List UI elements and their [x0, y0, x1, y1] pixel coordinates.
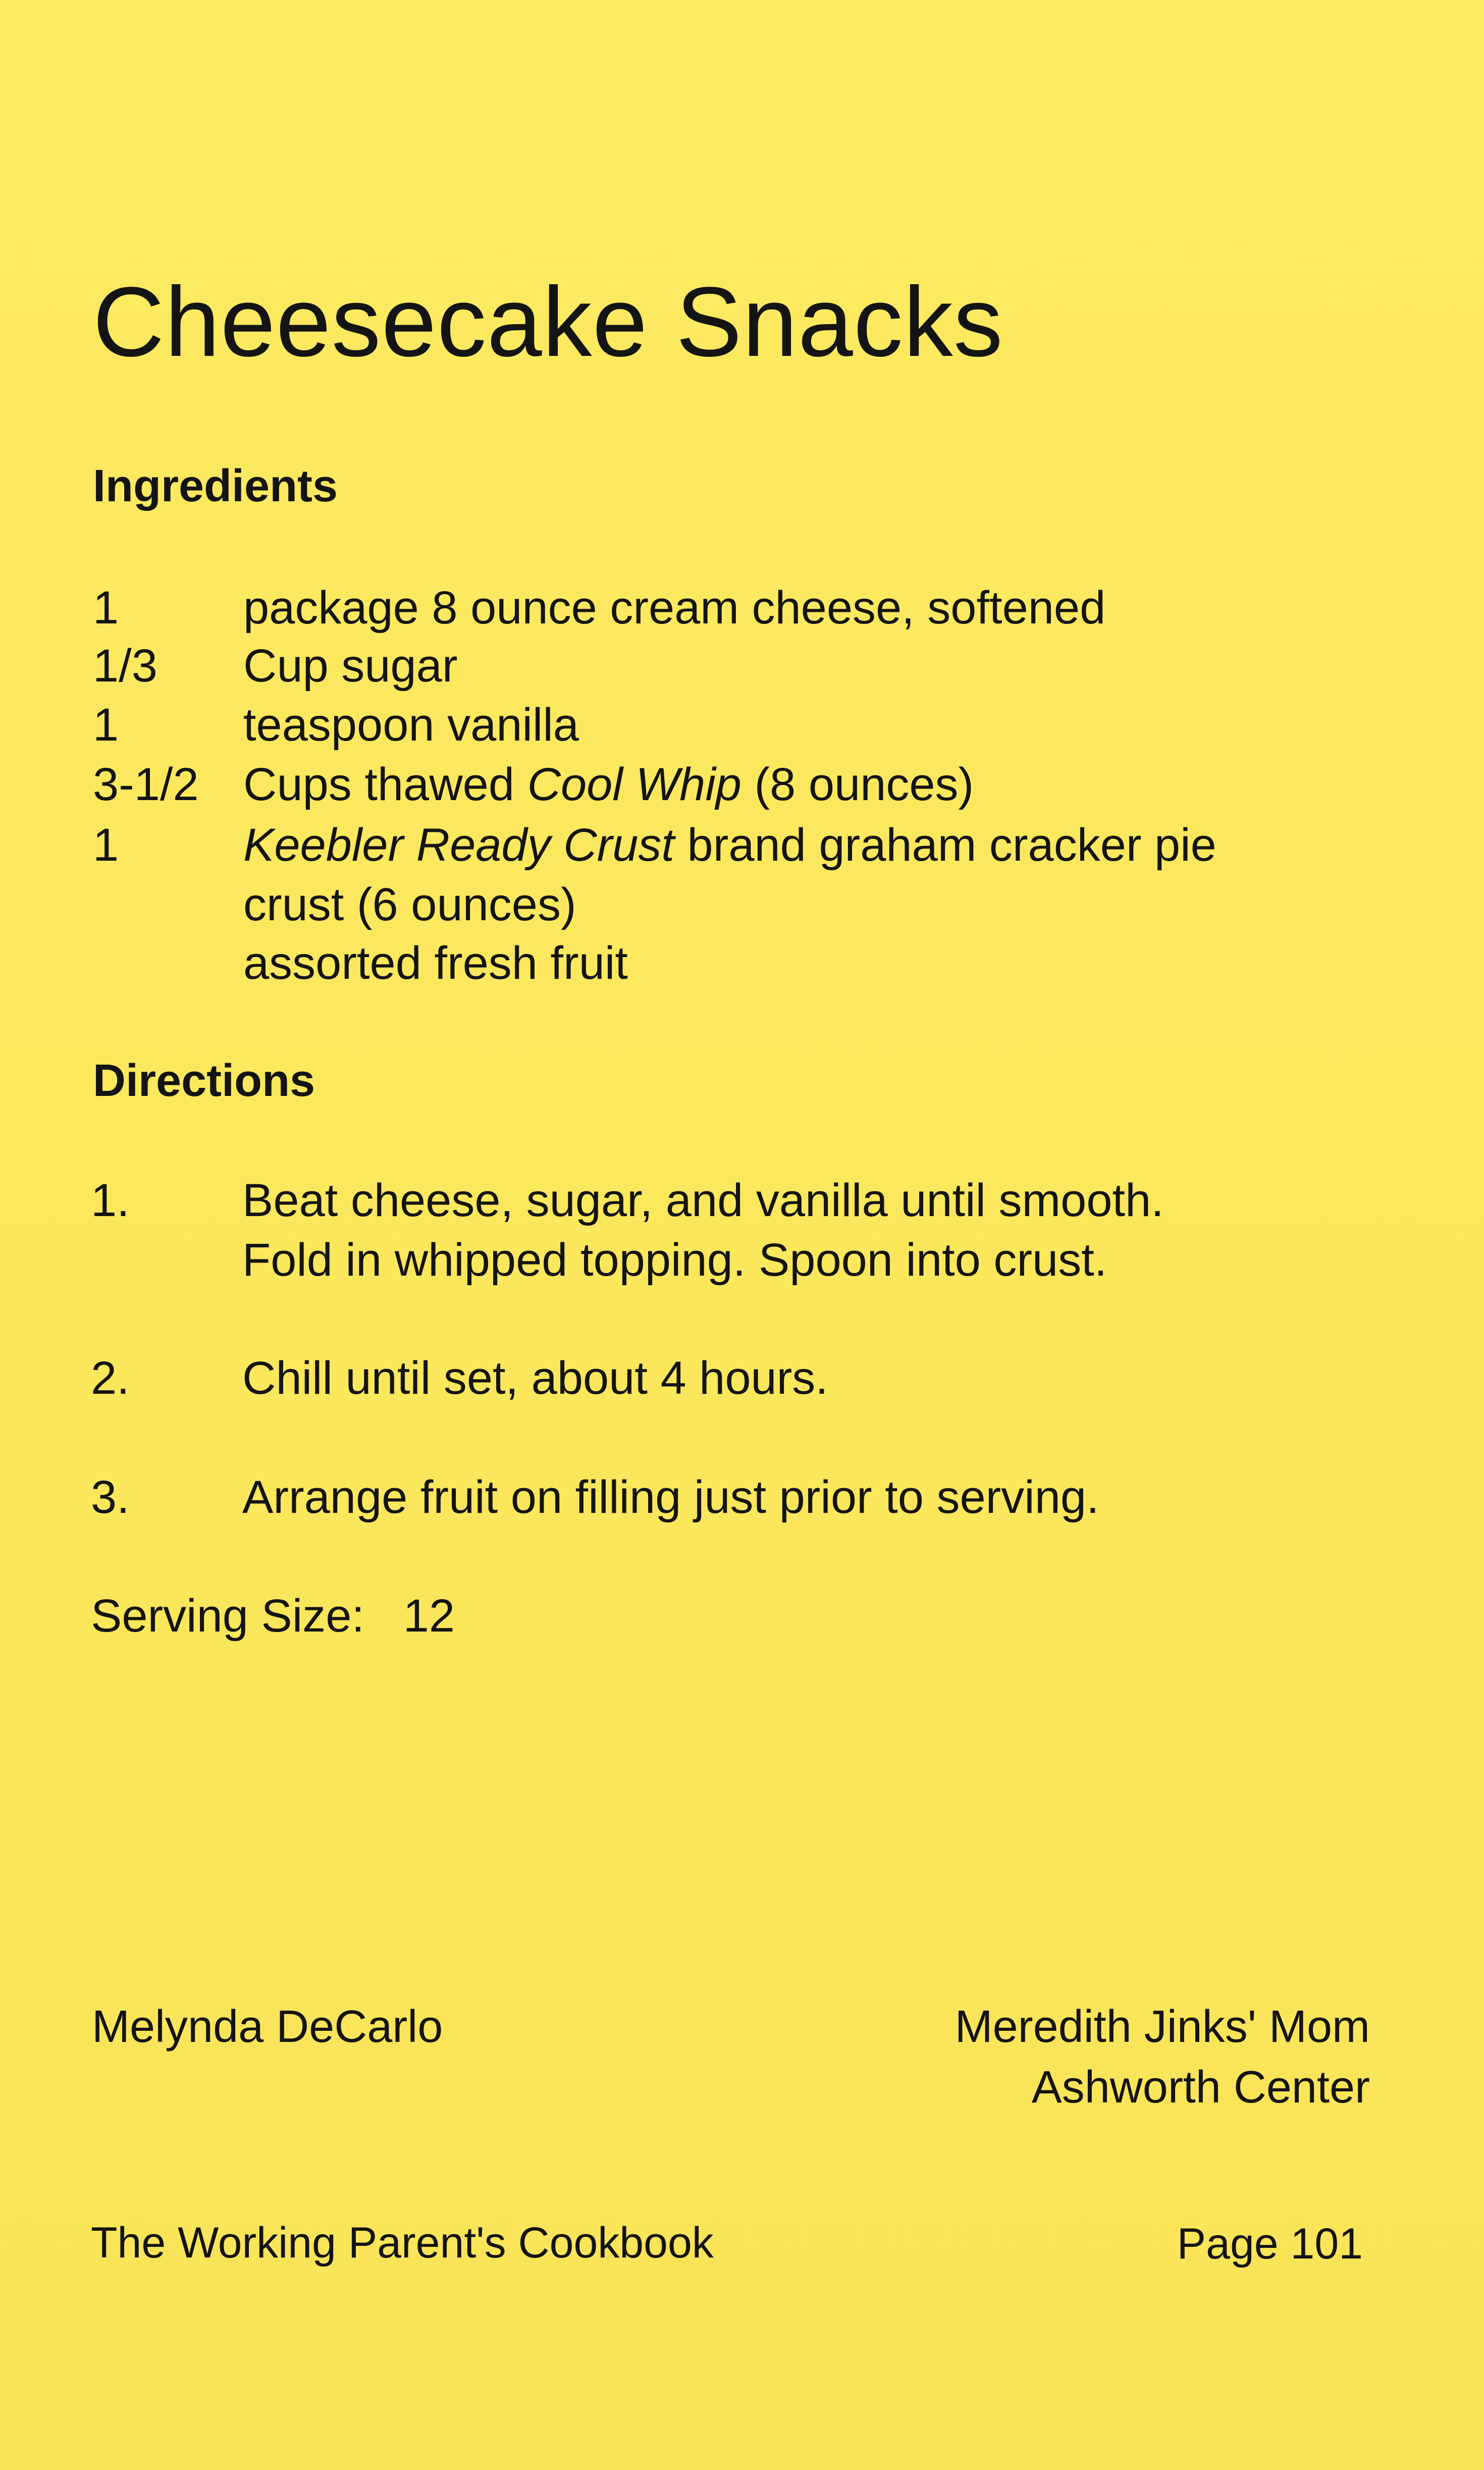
ingredient-text-part: brand graham cracker pie: [674, 819, 1216, 871]
ingredient-quantity: 1/3: [93, 640, 157, 692]
serving-size: Serving Size: 12: [91, 1590, 455, 1642]
step-text: Beat cheese, sugar, and vanilla until smooth.: [242, 1175, 1164, 1226]
recipe-title: Cheesecake Snacks: [93, 267, 1003, 377]
ingredient-text: package 8 ounce cream cheese, softened: [243, 582, 1106, 634]
ingredient-text: [243, 819, 1216, 871]
step-text: Fold in whipped topping. Spoon into crust.: [242, 1234, 1107, 1286]
ingredient-text: assorted fresh fruit: [243, 937, 628, 989]
ingredient-quantity: 1: [93, 819, 119, 871]
ingredient-text: Cup sugar: [243, 640, 458, 692]
book-title: The Working Parent's Cookbook: [91, 2219, 714, 2267]
contributor-center: Ashworth Center: [1031, 2062, 1370, 2113]
directions-heading: Directions: [93, 1056, 315, 1106]
ingredient-text-part: Cups thawed: [243, 759, 527, 810]
ingredient-quantity: 1: [93, 699, 119, 751]
step-text: Chill until set, about 4 hours.: [242, 1352, 828, 1404]
step-number: 1.: [91, 1175, 130, 1226]
ingredient-quantity: 3-1/2: [93, 759, 199, 810]
ingredient-quantity: 1: [93, 582, 119, 634]
contributor-name: Melynda DeCarlo: [92, 2002, 443, 2052]
ingredient-text: crust (6 ounces): [243, 879, 576, 930]
ingredient-text: teaspoon vanilla: [243, 699, 579, 751]
ingredients-heading: Ingredients: [93, 461, 338, 511]
brand-name: Keebler Ready Crust: [243, 819, 674, 871]
step-number: 3.: [91, 1472, 130, 1523]
contributor-relation: Meredith Jinks' Mom: [955, 2002, 1370, 2052]
brand-name: Cool Whip: [527, 759, 741, 810]
ingredient-text: [243, 761, 974, 808]
ingredient-text-part: (8 ounces): [741, 759, 974, 810]
page-number: Page 101: [1177, 2220, 1363, 2268]
step-number: 2.: [91, 1352, 130, 1404]
step-text: Arrange fruit on filling just prior to serving.: [242, 1472, 1099, 1523]
